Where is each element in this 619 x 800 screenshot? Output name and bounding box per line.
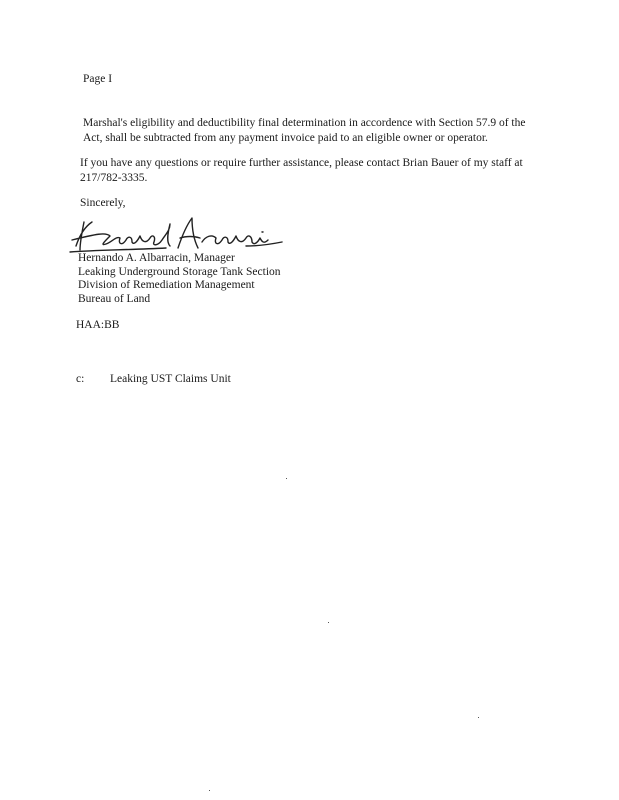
reference-initials: HAA:BB xyxy=(76,319,120,331)
signer-section: Leaking Underground Storage Tank Section xyxy=(78,265,281,278)
signer-division: Division of Remediation Management xyxy=(78,279,255,291)
signer-bureau: Bureau of Land xyxy=(78,292,151,305)
scan-speck xyxy=(328,622,329,623)
letter-closing: Sincerely, xyxy=(80,197,126,209)
cc-label: c: xyxy=(76,373,85,385)
body-paragraph-deductibility: Marshal's eligibility and deductibility final determination in accordence with Section 57.9 of the Act, shall be subtracted from any payment invoice paid to an eligible owner or operator. xyxy=(83,117,526,144)
signer-name-title: Hernando A. Albarracin, Manager xyxy=(78,252,235,264)
scan-speck xyxy=(209,790,210,791)
page-number-label: Page I xyxy=(83,73,113,85)
signature-block xyxy=(78,252,281,306)
scan-speck xyxy=(286,478,287,479)
body-paragraph-contact: If you have any questions or require further assistance, please contact Brian Bauer of my staff at 217/782-3335. xyxy=(80,157,523,184)
scan-speck xyxy=(478,717,479,718)
cc-recipient: Leaking UST Claims Unit xyxy=(110,373,231,385)
